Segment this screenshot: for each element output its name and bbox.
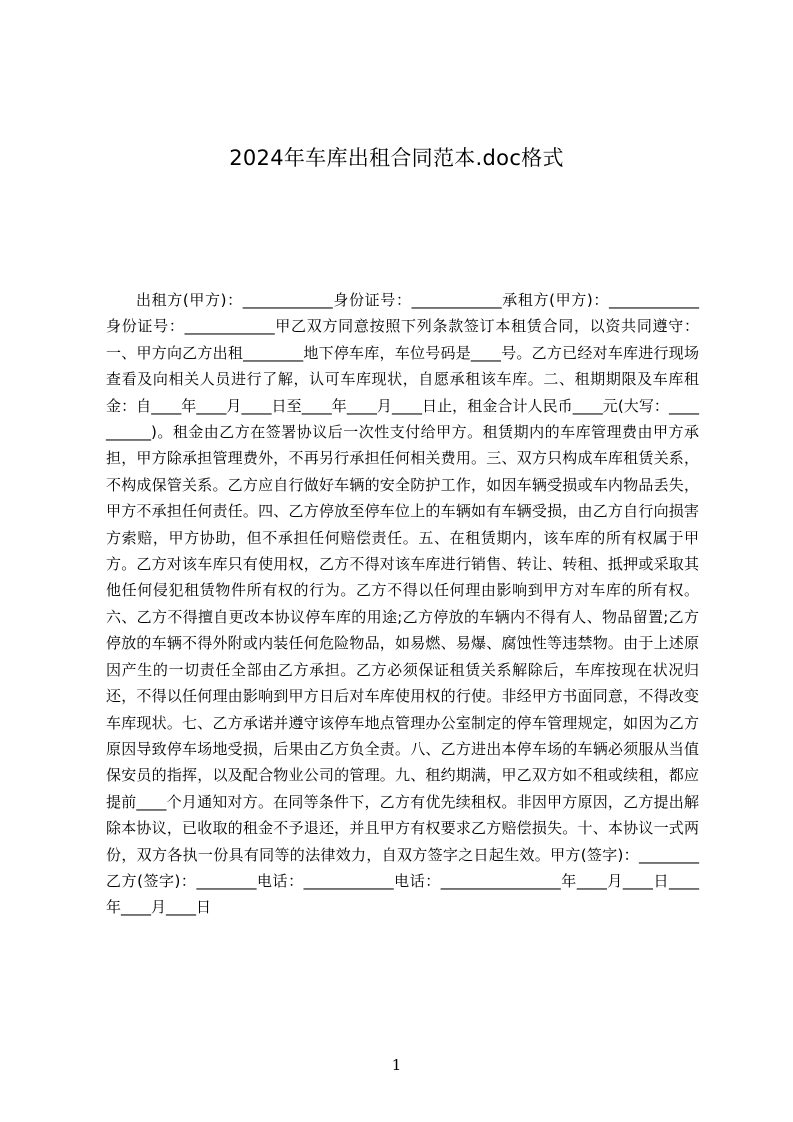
page-number: 1 [391, 1056, 402, 1074]
contract-body-text: 出租方(甲方)：____________身份证号：____________承租方(甲方)：____________身份证号：____________甲乙双方同意按照下列条款签订本租赁合同，以资共同遵守：一、甲方向乙方出租________地下停车库，车位号码是____号。乙方已经对车库进行现场查看及向相关人员进行了解，认可车库现状，自愿承租该车库。二、租期期限及车库租金：自____年____月____日至____年____月____日止，租金合计人民币____元(大写：__________)。租金由乙方在签署协议后一次性支付给甲方。租赁期内的车库管理费由甲方承担，甲方除承担管理费外，不再另行承担任何相关费用。三、双方只构成车库租赁关系，不构成保管关系。乙方应自行做好车辆的安全防护工作，如因车辆受损或车内物品丢失，甲方不承担任何责任。四、乙方停放至停车位上的车辆如有车辆受损，由乙方自行向损害方索赔，甲方协助，但不承担任何赔偿责任。五、在租赁期内，该车库的所有权属于甲方。乙方对该车库只有使用权，乙方不得对该车库进行销售、转让、转租、抵押或采取其他任何侵犯租赁物件所有权的行为。乙方不得以任何理由影响到甲方对车库的所有权。六、乙方不得擅自更改本协议停车库的用途;乙方停放的车辆内不得有人、物品留置;乙方停放的车辆不得外附或内装任何危险物品，如易燃、易爆、腐蚀性等违禁物。由于上述原因产生的一切责任全部由乙方承担。乙方必须保证租赁关系解除后，车库按现在状况归还，不得以任何理由影响到甲方日后对车库使用权的行使。非经甲方书面同意，不得改变车库现状。七、乙方承诺并遵守该停车地点管理办公室制定的停车管理规定，如因为乙方原因导致停车场地受损，后果由乙方负全责。八、乙方进出本停车场的车辆必须服从当值保安员的指挥，以及配合物业公司的管理。九、租约期满，甲乙双方如不租或续租，都应提前____个月通知对方。在同等条件下，乙方有优先续租权。非因甲方原因，乙方提出解除本协议，已收取的租金不予退还，并且甲方有权要求乙方赔偿损失。十、本协议一式两份，双方各执一份具有同等的法律效力，自双方签字之日起生效。甲方(签字)：________乙方(签字)：________电话：____________电话：________________年____月____日____年____月____日 [106, 291, 699, 917]
document-title: 2024年车库出租合同范本.doc格式 [229, 146, 564, 170]
